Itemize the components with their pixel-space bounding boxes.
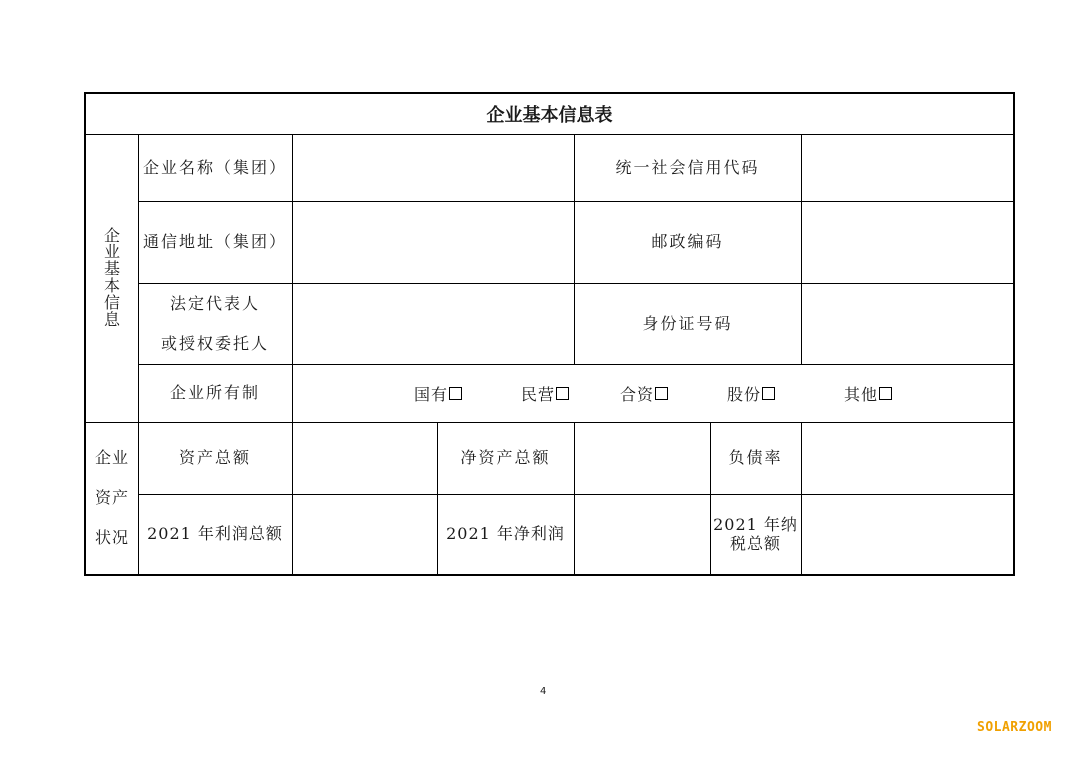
checkbox[interactable] [879,387,892,400]
label-tax-line2: 税总额 [729,534,781,553]
label-postcode: 邮政编码 [651,232,724,252]
section-char: 企 [103,225,120,245]
ownership-options [292,364,1013,422]
section-assets [86,422,138,574]
option-label: 合资 [620,384,655,404]
ownership-option-joint[interactable] [620,364,668,422]
label-company-name: 企业名称（集团） [142,157,287,177]
field-net-profit-2021[interactable] [574,494,710,574]
field-total-assets[interactable] [292,422,437,494]
ownership-option-other[interactable] [844,364,892,422]
option-label: 国有 [414,384,449,404]
section-char: 业 [103,242,120,262]
section-line: 企业 [94,448,129,467]
label-legal-rep [138,283,292,364]
label-legal-rep-line1: 法定代表人 [169,293,260,313]
field-net-assets[interactable] [574,422,710,494]
label-ownership: 企业所有制 [169,383,260,403]
label-profit-2021: 2021 年利润总额 [147,524,283,544]
label-address: 通信地址（集团） [142,232,287,252]
watermark-logo: SOLARZOOM [977,720,1052,735]
label-tax-line1: 2021 年纳 [713,514,798,534]
ownership-option-shares[interactable] [727,364,775,422]
field-legal-rep[interactable] [292,283,574,364]
field-id-number[interactable] [801,283,1013,364]
option-label: 民营 [521,384,556,404]
section-char: 信 [103,292,120,312]
label-credit-code: 统一社会信用代码 [615,157,760,177]
checkbox[interactable] [556,387,569,400]
label-tax-2021 [710,494,801,574]
ownership-option-private[interactable] [521,364,569,422]
field-debt-ratio[interactable] [801,422,1013,494]
label-debt-ratio: 负债率 [728,448,783,468]
ownership-option-state[interactable] [414,364,462,422]
field-address[interactable] [292,201,574,283]
field-credit-code[interactable] [801,134,1013,201]
field-profit-2021[interactable] [292,494,437,574]
field-tax-2021[interactable] [801,494,1013,574]
label-net-profit-2021: 2021 年净利润 [446,524,565,544]
section-line: 资产 [94,488,129,507]
option-label: 其他 [844,384,879,404]
label-legal-rep-line2: 或授权委托人 [160,333,269,353]
label-net-assets: 净资产总额 [460,448,551,468]
checkbox[interactable] [762,387,775,400]
page-number: 4 [540,686,547,697]
section-char: 基 [103,259,120,279]
label-total-assets: 资产总额 [178,448,251,468]
form-title: 企业基本信息表 [486,105,613,126]
section-char: 本 [103,276,120,295]
checkbox[interactable] [655,387,668,400]
section-basic-info [86,134,138,422]
checkbox[interactable] [449,387,462,400]
field-postcode[interactable] [801,201,1013,283]
enterprise-info-form [84,92,1015,576]
field-company-name[interactable] [292,134,574,201]
section-line: 状况 [94,528,129,547]
option-label: 股份 [727,384,762,404]
label-id-number: 身份证号码 [642,313,733,333]
section-char: 息 [103,309,120,329]
